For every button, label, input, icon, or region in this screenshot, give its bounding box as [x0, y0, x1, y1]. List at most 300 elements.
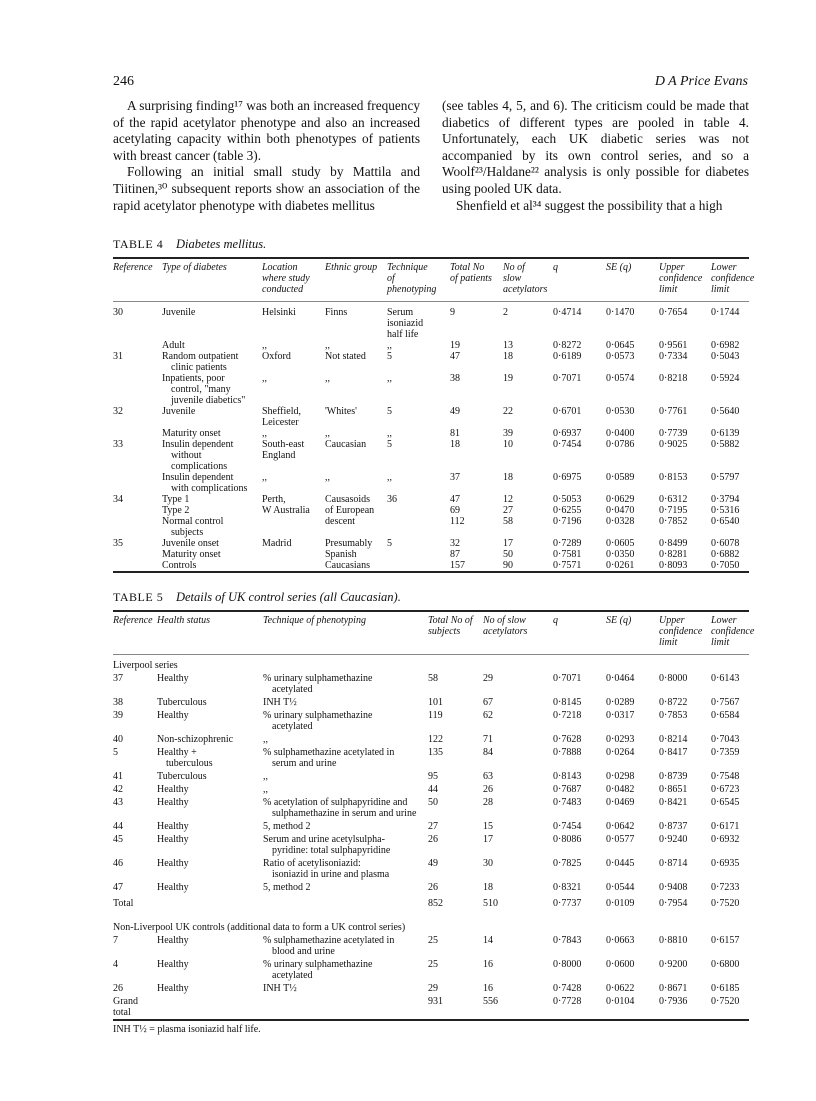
- table-cell: [157, 995, 263, 1020]
- table5-uk-control-series: [113, 610, 755, 1021]
- table-cell: Presumably: [325, 538, 373, 549]
- table-cell: 0·8714: [659, 858, 688, 869]
- table-cell: 0·8421: [659, 797, 688, 808]
- table-cell: 0·6701: [553, 406, 582, 417]
- table-cell: 0·6584: [711, 710, 740, 721]
- table-cell: 18: [450, 439, 460, 450]
- table-cell: 47: [450, 351, 460, 362]
- table-cell: 0·5053: [553, 494, 582, 505]
- table-cell: 0·7739: [659, 428, 688, 439]
- table-cell: 37: [113, 673, 123, 684]
- column-header: Location where study conducted: [262, 258, 325, 302]
- table-cell: 9: [450, 307, 455, 318]
- table-cell: 0·7567: [711, 697, 740, 708]
- table-cell: [262, 516, 325, 538]
- table-cell: 0·7334: [659, 351, 688, 362]
- table-row: [113, 783, 749, 796]
- table-cell: Healthy: [157, 673, 189, 684]
- table-cell: 0·5882: [711, 439, 740, 450]
- table-cell: 510: [483, 898, 498, 909]
- table-cell: 18: [503, 351, 513, 362]
- table-cell: 50: [503, 549, 513, 560]
- table-cell: 29: [483, 673, 493, 684]
- table-cell: 16: [483, 959, 493, 970]
- table-cell: 39: [113, 710, 123, 721]
- column-header: No of slow acetylators: [483, 611, 553, 655]
- table-cell: Total: [113, 898, 134, 909]
- table-cell: 0·5316: [711, 505, 740, 516]
- table-cell: 0·7853: [659, 710, 688, 721]
- table-cell: 0·5043: [711, 351, 740, 362]
- table-cell: % urinary sulphamethazine acetylated: [263, 959, 373, 981]
- table-cell: W Australia: [262, 505, 310, 516]
- column-header: Upper confidence limit: [659, 258, 711, 302]
- table-cell: 5: [387, 439, 392, 450]
- table-cell: 0·7483: [553, 797, 582, 808]
- table-cell: 0·8000: [659, 673, 688, 684]
- column-header: Technique of phenotyping: [263, 611, 428, 655]
- table-cell: 0·0622: [606, 983, 635, 994]
- table-cell: 19: [450, 340, 460, 351]
- table-cell: 43: [113, 797, 123, 808]
- table-cell: 0·4714: [553, 307, 582, 318]
- paragraph: Shenfield et al³⁴ suggest the possibility that a high: [456, 197, 723, 213]
- table-cell: 0·0544: [606, 882, 635, 893]
- tables-area: [113, 236, 755, 1036]
- table-cell: 0·6078: [711, 538, 740, 549]
- table-cell: 0·7428: [553, 983, 582, 994]
- table-cell: 62: [483, 710, 493, 721]
- section-heading: Non-Liverpool UK controls (additional data to form a UK control series): [113, 922, 406, 933]
- table-cell: Sheffield, Leicester: [262, 406, 301, 428]
- page-number: 246: [113, 74, 134, 89]
- table-cell: Grand total: [113, 995, 157, 1020]
- table-cell: 58: [503, 516, 513, 527]
- table-cell: 95: [428, 771, 438, 782]
- table-cell: 0·0574: [606, 373, 635, 384]
- table-cell: 0·0577: [606, 834, 635, 845]
- table-cell: 38: [113, 697, 123, 708]
- table-cell: [263, 894, 428, 913]
- table-cell: Maturity onset: [162, 428, 221, 439]
- table-cell: Ratio of acetylisoniazid: isoniazid in urine and plasma: [263, 858, 390, 880]
- table-cell: Non-schizophrenic: [157, 734, 234, 745]
- table-cell: 29: [428, 983, 438, 994]
- table-cell: ,,: [325, 472, 330, 483]
- table-cell: 0·0350: [606, 549, 635, 560]
- table-cell: of European: [325, 505, 375, 516]
- table-cell: 17: [503, 538, 513, 549]
- table-cell: 122: [428, 734, 443, 745]
- table-cell: 71: [483, 734, 493, 745]
- table-cell: 58: [428, 673, 438, 684]
- table-cell: 5, method 2: [263, 821, 311, 832]
- table-cell: 0·6540: [711, 516, 740, 527]
- table-cell: Tuberculous: [157, 697, 207, 708]
- table-cell: ,,: [262, 373, 267, 384]
- table-cell: 0·8000: [553, 959, 582, 970]
- table-cell: 30: [113, 307, 123, 318]
- table-cell: 852: [428, 898, 443, 909]
- table-cell: 0·5924: [711, 373, 740, 384]
- table-cell: 0·7218: [553, 710, 582, 721]
- table-cell: Juvenile onset: [162, 538, 219, 549]
- table-cell: 37: [450, 472, 460, 483]
- table-cell: 0·0645: [606, 340, 635, 351]
- table-cell: 556: [483, 995, 553, 1020]
- table-cell: [262, 560, 325, 572]
- table-row: [113, 538, 749, 549]
- table-cell: 0·0289: [606, 697, 635, 708]
- table-cell: Healthy: [157, 858, 189, 869]
- table-row: [113, 733, 749, 746]
- table-cell: Causasoids: [325, 494, 370, 505]
- table-cell: [113, 549, 162, 560]
- table-cell: 0·8093: [659, 560, 711, 572]
- table-cell: 26: [113, 983, 123, 994]
- table5-label: TABLE 5: [113, 590, 164, 604]
- table-cell: ,,: [387, 340, 392, 351]
- table-cell: 25: [428, 959, 438, 970]
- table-cell: 69: [450, 505, 460, 516]
- table-cell: % acetylation of sulphapyridine and sulphamethazine in serum and urine: [263, 797, 417, 819]
- table-cell: 87: [450, 549, 460, 560]
- table-cell: Healthy: [157, 710, 189, 721]
- table-row: [113, 302, 749, 341]
- table-cell: 0·8281: [659, 549, 688, 560]
- table-cell: 0·6937: [553, 428, 582, 439]
- section-row: [113, 913, 749, 934]
- table-row: [113, 428, 749, 439]
- column-header: SE (q): [606, 611, 659, 655]
- table-cell: 135: [428, 747, 443, 758]
- table-cell: 0·0298: [606, 771, 635, 782]
- table-cell: 0·9408: [659, 882, 688, 893]
- table-cell: Tuberculous: [157, 771, 207, 782]
- table-cell: 25: [428, 935, 438, 946]
- table-cell: Healthy: [157, 882, 189, 893]
- table-cell: 0·6139: [711, 428, 740, 439]
- table-cell: [113, 428, 162, 439]
- column-header: No of slow acetylators: [503, 258, 553, 302]
- table-cell: descent: [325, 516, 355, 527]
- table-cell: 0·9025: [659, 439, 688, 450]
- table-cell: 0·6932: [711, 834, 740, 845]
- table-cell: 0·6545: [711, 797, 740, 808]
- table-cell: 0·7761: [659, 406, 688, 417]
- table-cell: Adult: [162, 340, 185, 351]
- table-cell: [387, 560, 450, 572]
- table5-footnote: INH T½ = plasma isoniazid half life.: [113, 1024, 261, 1035]
- table-row: [113, 958, 749, 982]
- table-row: [113, 696, 749, 709]
- table-cell: 31: [113, 351, 123, 362]
- table-cell: [387, 549, 450, 560]
- table-cell: 84: [483, 747, 493, 758]
- table-cell: 0·7888: [553, 747, 582, 758]
- table-cell: 0·7071: [553, 373, 582, 384]
- table-row: [113, 549, 749, 560]
- table-cell: 67: [483, 697, 493, 708]
- column-header: Ethnic group: [325, 258, 387, 302]
- table-cell: 0·6975: [553, 472, 582, 483]
- table-cell: 17: [483, 834, 493, 845]
- table-cell: % sulphamethazine acetylated in blood and urine: [263, 935, 395, 957]
- table-row: [113, 820, 749, 833]
- table-cell: 0·0642: [606, 821, 635, 832]
- table-cell: 5: [387, 406, 392, 417]
- table-row: [113, 982, 749, 995]
- table5-title: Details of UK control series (all Caucasian).: [175, 590, 401, 604]
- table-cell: 0·6185: [711, 983, 740, 994]
- table-cell: 0·7520: [711, 995, 749, 1020]
- table-cell: 0·0464: [606, 673, 635, 684]
- table-cell: [157, 894, 263, 913]
- table-cell: 0·0786: [606, 439, 635, 450]
- table-cell: 0·3794: [711, 494, 740, 505]
- table-cell: 0·0469: [606, 797, 635, 808]
- table-cell: 90: [503, 560, 553, 572]
- paragraph: A surprising finding¹⁷ was both an increased frequency of the rapid acetylator phenotype and also an increased acetylating capacity within both phenotypes of patients with breast cancer (table 3).: [113, 98, 420, 163]
- table-cell: [387, 516, 450, 538]
- table-cell: % sulphamethazine acetylated in serum and urine: [263, 747, 395, 769]
- table-cell: ,,: [262, 340, 267, 351]
- table-cell: ,,: [387, 373, 392, 384]
- table-cell: Finns: [325, 307, 348, 318]
- table-cell: 0·7196: [553, 516, 582, 527]
- table-cell: 0·7359: [711, 747, 740, 758]
- table-cell: 0·7954: [659, 898, 688, 909]
- table-cell: 0·0264: [606, 747, 635, 758]
- table-cell: ,,: [387, 472, 392, 483]
- column-header: Health status: [157, 611, 263, 655]
- table-cell: INH T½: [263, 983, 297, 994]
- table-cell: 34: [113, 494, 123, 505]
- table-cell: 26: [428, 882, 438, 893]
- table-cell: 2: [503, 307, 508, 318]
- table-row: [113, 340, 749, 351]
- table-cell: 0·6189: [553, 351, 582, 362]
- table-cell: 35: [113, 538, 123, 549]
- table-cell: 119: [428, 710, 443, 721]
- table5-caption: [113, 589, 749, 606]
- table-cell: 0·0400: [606, 428, 635, 439]
- table-cell: Caucasians: [325, 560, 387, 572]
- table-cell: ,,: [263, 784, 268, 795]
- table-cell: 0·0589: [606, 472, 635, 483]
- column-header: q: [553, 258, 606, 302]
- table-cell: ,,: [263, 734, 268, 745]
- column-header: Lower confidence limit: [711, 611, 749, 655]
- table-cell: 0·7581: [553, 549, 582, 560]
- table-cell: 27: [503, 505, 513, 516]
- table-cell: 0·7043: [711, 734, 740, 745]
- table-cell: 0·0470: [606, 505, 635, 516]
- table-row: [113, 857, 749, 881]
- table-cell: 40: [113, 734, 123, 745]
- table-cell: 4: [113, 959, 118, 970]
- table-cell: 0·0573: [606, 351, 635, 362]
- table-cell: 26: [428, 834, 438, 845]
- table-cell: 0·7825: [553, 858, 582, 869]
- table-cell: 0·6723: [711, 784, 740, 795]
- table-cell: 63: [483, 771, 493, 782]
- table-cell: [113, 340, 162, 351]
- table-cell: 0·0109: [606, 898, 635, 909]
- table-cell: 0·9200: [659, 959, 688, 970]
- table-cell: 0·7628: [553, 734, 582, 745]
- table-cell: 0·6157: [711, 935, 740, 946]
- table-row: [113, 709, 749, 733]
- table-cell: 49: [450, 406, 460, 417]
- table-row: [113, 881, 749, 894]
- table-cell: 27: [428, 821, 438, 832]
- table-cell: 0·7936: [659, 995, 711, 1020]
- table-cell: 0·0293: [606, 734, 635, 745]
- column-header: Lower confidence limit: [711, 258, 749, 302]
- table-row: [113, 373, 749, 406]
- table-cell: 112: [450, 516, 465, 527]
- section-row: [113, 655, 749, 673]
- table-cell: 0·0328: [606, 516, 635, 527]
- table-cell: 44: [113, 821, 123, 832]
- table-cell: 0·0663: [606, 935, 635, 946]
- table-cell: Type 1: [162, 494, 190, 505]
- table-row: [113, 770, 749, 783]
- table-row: [113, 894, 749, 913]
- table-cell: 0·7233: [711, 882, 740, 893]
- table-cell: 30: [483, 858, 493, 869]
- table-row: [113, 494, 749, 505]
- table-cell: 0·7687: [553, 784, 582, 795]
- table-cell: 44: [428, 784, 438, 795]
- table-cell: Spanish: [325, 549, 357, 560]
- table-cell: 81: [450, 428, 460, 439]
- table-cell: 0·7571: [553, 560, 606, 572]
- table-row: [113, 439, 749, 472]
- table-cell: [113, 505, 162, 516]
- table-cell: 0·5640: [711, 406, 740, 417]
- table-cell: 42: [113, 784, 123, 795]
- table-row: [113, 406, 749, 428]
- table-cell: [263, 995, 428, 1020]
- running-header-author: D A Price Evans: [654, 74, 748, 89]
- table-cell: 19: [503, 373, 513, 384]
- section-heading: Liverpool series: [113, 660, 178, 671]
- table-cell: 157: [450, 560, 503, 572]
- table-cell: [113, 560, 162, 572]
- table-cell: [387, 505, 450, 516]
- table-cell: 10: [503, 439, 513, 450]
- table-cell: 0·7852: [659, 516, 688, 527]
- table-cell: 5, method 2: [263, 882, 311, 893]
- table-cell: 0·8499: [659, 538, 688, 549]
- table-cell: 0·7548: [711, 771, 740, 782]
- table-cell: 0·8417: [659, 747, 688, 758]
- table-cell: Maturity onset: [162, 549, 221, 560]
- body-column-left: [113, 98, 420, 214]
- table-row: [113, 833, 749, 857]
- table-row: [113, 746, 749, 770]
- table-cell: 0·7195: [659, 505, 688, 516]
- column-header: Type of diabetes: [162, 258, 262, 302]
- table-cell: Type 2: [162, 505, 190, 516]
- table-cell: 41: [113, 771, 123, 782]
- table-cell: 0·8651: [659, 784, 688, 795]
- table-cell: 0·7520: [711, 898, 740, 909]
- table-cell: 0·8321: [553, 882, 582, 893]
- table-cell: 22: [503, 406, 513, 417]
- table-cell: Serum and urine acetylsulpha- pyridine: total sulphapyridine: [263, 834, 391, 856]
- table-cell: 0·0530: [606, 406, 635, 417]
- table-cell: 5: [113, 747, 118, 758]
- table-row: [113, 934, 749, 958]
- table-cell: 0·8722: [659, 697, 688, 708]
- table-cell: 12: [503, 494, 513, 505]
- table-row: [113, 351, 749, 373]
- table-cell: Healthy: [157, 959, 189, 970]
- table-cell: 0·0445: [606, 858, 635, 869]
- table-cell: 0·6255: [553, 505, 582, 516]
- table-cell: 28: [483, 797, 493, 808]
- table-cell: 0·6171: [711, 821, 740, 832]
- table-cell: 0·0482: [606, 784, 635, 795]
- table-cell: 0·7289: [553, 538, 582, 549]
- table-cell: 14: [483, 935, 493, 946]
- table-cell: [262, 549, 325, 560]
- table-cell: 0·8143: [553, 771, 582, 782]
- table-cell: 0·0104: [606, 995, 659, 1020]
- table-cell: 0·8671: [659, 983, 688, 994]
- table-cell: 0·1470: [606, 307, 635, 318]
- table-cell: 18: [483, 882, 493, 893]
- table-cell: 16: [483, 983, 493, 994]
- table4-diabetes-mellitus: [113, 257, 755, 573]
- body-column-right: [442, 98, 749, 214]
- table-cell: ,,: [325, 428, 330, 439]
- table-cell: 0·7728: [553, 995, 606, 1020]
- table-cell: 0·7454: [553, 439, 582, 450]
- table-cell: 0·8214: [659, 734, 688, 745]
- table-cell: 0·8218: [659, 373, 688, 384]
- column-header: SE (q): [606, 258, 659, 302]
- table-cell: 0·8739: [659, 771, 688, 782]
- table-cell: 32: [113, 406, 123, 417]
- table-cell: Healthy: [157, 983, 189, 994]
- table-cell: 46: [113, 858, 123, 869]
- table-cell: Caucasian: [325, 439, 367, 450]
- table-cell: 0·0261: [606, 560, 659, 572]
- table-cell: 0·6882: [711, 549, 740, 560]
- table-cell: Inpatients, poor control, "many juvenile diabetics": [162, 373, 246, 406]
- table-cell: 0·9240: [659, 834, 688, 845]
- table-cell: Random outpatient clinic patients: [162, 351, 239, 373]
- table-cell: 0·7050: [711, 560, 749, 572]
- table-cell: 101: [428, 697, 443, 708]
- column-header: q: [553, 611, 606, 655]
- table-cell: 0·5797: [711, 472, 740, 483]
- table-cell: Healthy + tuberculous: [157, 747, 213, 769]
- table-cell: ,,: [262, 428, 267, 439]
- column-header: Technique of phenotyping: [387, 258, 450, 302]
- table-cell: Healthy: [157, 834, 189, 845]
- table-cell: 0·6143: [711, 673, 740, 684]
- table-cell: 0·1744: [711, 307, 740, 318]
- table-cell: 5: [387, 538, 392, 549]
- table-cell: Healthy: [157, 821, 189, 832]
- table-cell: 26: [483, 784, 493, 795]
- table-cell: 931: [428, 995, 483, 1020]
